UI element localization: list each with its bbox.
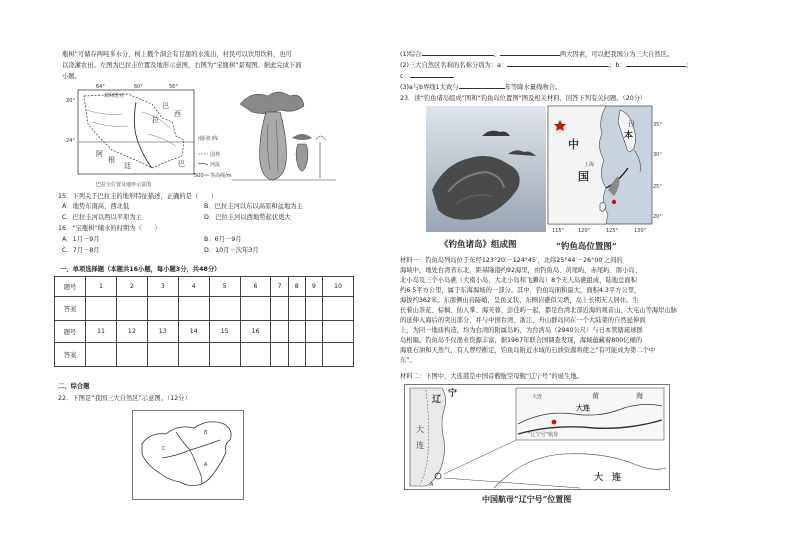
- dalian-left-lian: 连: [416, 441, 424, 450]
- photo-caption: 《钓鱼诸岛》组成图: [440, 240, 517, 250]
- material-1-line: 约6.5平方公里，属于东海海域的一部分。其中，钓鱼岛面积最大，面积4.3平方公里，: [400, 287, 641, 294]
- map-label-bolivia: 玻利维亚: [104, 93, 125, 99]
- china-label-a: A: [204, 462, 208, 468]
- diaoyu-location-map: [548, 106, 660, 234]
- table-cell: 9: [305, 277, 322, 297]
- locmap-lon-120: 120°: [578, 228, 591, 234]
- answer-cell: [271, 343, 288, 367]
- answer-cell[interactable]: [240, 343, 271, 367]
- table-cell: 11: [86, 321, 117, 343]
- location-map-caption: “钓鱼岛位置图”: [556, 242, 617, 252]
- material-1-line: 北小岛及三个小岛礁（大南小岛、大北小岛和飞濑岛）8个无人岛礁组成，陆地总面积: [400, 277, 637, 284]
- locmap-label-guo: 国: [578, 170, 589, 183]
- dalian-letter-a: A: [430, 482, 434, 488]
- table-cell: [288, 321, 305, 343]
- answer-cell[interactable]: [305, 297, 322, 321]
- table-cell: 4: [178, 277, 209, 297]
- diaoyu-islands-photo: [426, 106, 546, 232]
- answer-cell[interactable]: [271, 297, 288, 321]
- table-cell: 15: [209, 321, 240, 343]
- table-cell: 1: [86, 277, 117, 297]
- locmap-lon-125: 125°: [606, 228, 619, 234]
- answer-cell[interactable]: [86, 297, 117, 321]
- locmap-lat-35: 35°: [653, 122, 662, 128]
- map-lon-56: 56°: [169, 84, 178, 90]
- table-cell: 13: [147, 321, 178, 343]
- map-label-la: 拉: [152, 116, 159, 124]
- answer-cell[interactable]: [147, 297, 178, 321]
- table-cell: 16: [240, 321, 271, 343]
- table-cell: 7: [271, 277, 288, 297]
- intro-line-2: 以浇灌农田。左图为巴拉圭位置及地形示意图，右图为“宝瓶树”景观图。据此完成下面: [62, 62, 302, 69]
- answer-cell[interactable]: [116, 343, 147, 367]
- q22-1-line: (1)综合 、 两大因素，可以把我国分为三大自然区。: [400, 51, 674, 58]
- section-2-title: 二、综合题: [58, 383, 90, 390]
- map-label-xi: 西: [174, 110, 181, 118]
- china-regions-map: [132, 410, 244, 500]
- dalian-left-da: 大: [416, 425, 424, 434]
- legend-river: 河流: [210, 162, 221, 168]
- paraguay-map: [66, 82, 232, 190]
- answer-cell[interactable]: [116, 297, 147, 321]
- material-2: 材料二：下图中，大连港是中国首艘航空母舰“辽宁号”的诞生地。: [400, 373, 583, 380]
- locmap-lat-30: 30°: [653, 152, 662, 158]
- q22-3-line: (3)a与b界线1大致与 年等降水量线吻合。: [400, 84, 562, 91]
- answer-cell: [305, 343, 322, 367]
- q16-option-a[interactable]: A．1月－9月: [62, 236, 100, 243]
- table-cell: 5: [209, 277, 240, 297]
- locmap-label-zhong: 中: [568, 138, 579, 151]
- dalian-carrier-point: “辽宁号”航母: [528, 432, 559, 438]
- material-1-line: 长着山茶花、棕榈、仙人掌、海芙蓉、彭佳屿一起，都是台湾北部近海的观音山、大屯山等海岸山脉: [400, 307, 678, 314]
- answer-cell: [323, 343, 354, 367]
- dalian-main-label: 大 连: [594, 473, 622, 483]
- map-lon-64: 64°: [96, 84, 105, 90]
- intro-line-3: 小题。: [62, 73, 81, 80]
- dalian-right-hai: 海: [636, 392, 643, 400]
- locmap-lon-115: 115°: [552, 228, 565, 234]
- answer-cell[interactable]: [147, 343, 178, 367]
- table-cell: 14: [178, 321, 209, 343]
- material-1-line: 的延伸入海后的突出部分，并与中国台湾、浙江、舟山群岛同在一个大陆架的自然延伸面: [400, 317, 646, 324]
- table-row-header: 题号: [55, 277, 86, 297]
- answer-cell[interactable]: [209, 297, 240, 321]
- table-cell: [271, 321, 288, 343]
- q15-option-b[interactable]: B．巴拉圭河以东以高原和盆地为主: [204, 203, 303, 210]
- map-label-ting: 廷: [124, 162, 131, 170]
- map-lon-60: 60°: [134, 84, 143, 90]
- answer-cell[interactable]: [209, 343, 240, 367]
- table-row-answer-label: 答案: [55, 297, 86, 321]
- table-cell: [305, 321, 322, 343]
- locmap-label-ri: 日: [628, 120, 635, 128]
- locmap-label-shanghai: 上海: [584, 162, 595, 168]
- dalian-right-huang: 黄: [592, 392, 599, 400]
- q23-stem: 23．读“钓鱼诸岛组成”图和“钓鱼岛位置图”图及相关材料，回答下列有关问题。（20分）: [400, 95, 647, 102]
- table-row-header: 题号: [55, 321, 86, 343]
- locmap-label-ben: 本: [624, 131, 634, 141]
- intro-line-1: 瓶树”可储存两吨多水分，树上戳个洞会有甘甜的水流出，村民可以饮用饮料，也可: [62, 51, 292, 58]
- legend-border: 国界: [210, 152, 221, 158]
- material-1-line: 海拔约362米。东南侧山岩陡峭，呈鱼叉状，东侧岩礁似尖塔，岛上长期无人居住。生: [400, 297, 639, 304]
- map-label-ba2: 巴: [178, 160, 185, 168]
- dalian-left-ning: 宁: [448, 389, 458, 399]
- table-row-answer-label: 答案: [55, 343, 86, 367]
- legend-contour: 等高线/m: [210, 173, 232, 179]
- answer-cell[interactable]: [288, 297, 305, 321]
- map-label-a: 阿: [96, 150, 103, 158]
- map-label-gen: 根: [108, 156, 115, 164]
- locmap-lon-130: 130°: [634, 228, 647, 234]
- map-label-ba: 巴: [162, 102, 169, 110]
- map-lat-24: 24°: [66, 138, 75, 144]
- answer-cell[interactable]: [86, 343, 117, 367]
- answer-cell[interactable]: [178, 297, 209, 321]
- q16-stem: 16．“宝瓶树”储水的时期为（ ）: [58, 225, 161, 232]
- dalian-left-liao: 辽: [432, 395, 442, 405]
- china-label-c: C: [162, 446, 166, 452]
- q15-option-a[interactable]: A．地势东南高，西北低: [62, 203, 130, 210]
- answer-cell[interactable]: [323, 297, 354, 321]
- table-cell: 12: [116, 321, 147, 343]
- answer-table: [54, 276, 354, 367]
- material-1-line: 海域中，地处台湾省东北，距基隆港约92海里，由钓鱼岛、黄尾屿、赤尾屿、南小岛、: [400, 267, 641, 274]
- map-lat-20: 20°: [66, 98, 75, 104]
- q22-2b-line: c：: [400, 72, 454, 82]
- china-label-b: B: [204, 430, 208, 436]
- q15-option-d[interactable]: D．巴拉圭河以西地势起伏更大: [204, 214, 291, 221]
- q22-stem: 22．下图是“我国三大自然区”示意图。（12分）: [58, 395, 191, 402]
- answer-cell: [288, 343, 305, 367]
- table-cell: [323, 321, 354, 343]
- table-cell: 6: [240, 277, 271, 297]
- bottle-tree-illustration: [232, 84, 336, 188]
- q16-option-d[interactable]: D．10月－次年3月: [204, 247, 259, 254]
- table-cell: 8: [288, 277, 305, 297]
- map-caption: 巴拉圭位置及地形示意图: [96, 182, 152, 188]
- q22-2-line: (2)三大自然区名称的名称分别为：a： ；b： ；: [400, 62, 693, 69]
- legend-500: 500: [194, 173, 204, 179]
- carrier-map-caption: 中国航母“辽宁号”位置图: [482, 494, 572, 504]
- material-1-line: 材料一：钓鱼岛列岛位于东经123°20′－124°45′，北纬25°44′－26°00′之间的: [400, 257, 623, 264]
- material-1-line: 海底石油和天然气，有人曾经断定，钓鱼岛附近水域的石油资源将使之“有可能成为第二个中: [400, 347, 656, 354]
- q15-stem: 15．下列关于巴拉圭的地形特征描述，正确的是（ ）: [58, 193, 218, 200]
- table-cell: 2: [116, 277, 147, 297]
- locmap-lat-25: 25°: [653, 184, 662, 190]
- q16-option-b[interactable]: B．6月－9月: [204, 236, 242, 243]
- material-1-line: 上，为同一地质构造，均为台湾的附属岛屿，为台湾岛（2940公尺）与日本管辖琉球群: [400, 327, 643, 334]
- map-label-tropic: 南回归线: [198, 136, 219, 142]
- q15-option-c[interactable]: C．巴拉圭河以西以平原为主: [62, 214, 142, 221]
- material-1-line: 岛相隔。钓鱼岛不仅渔业资源丰富，据1967年联合国调查发现，海域蕴藏着800亿桶的: [400, 337, 643, 344]
- dalian-right-dalian: 大连: [532, 394, 543, 400]
- table-cell: 10: [323, 277, 354, 297]
- table-cell: 3: [147, 277, 178, 297]
- section-1-title: 一、单项选择题（本题共16小题，每小题3分，共48分）: [60, 266, 221, 273]
- liaoning-carrier-map: [404, 384, 670, 490]
- dalian-right-dalian-2: 大连: [576, 404, 590, 412]
- q16-option-c[interactable]: C．7月－8月: [62, 247, 100, 254]
- material-1-line: 东”。: [400, 357, 416, 364]
- answer-cell[interactable]: [240, 297, 271, 321]
- answer-cell[interactable]: [178, 343, 209, 367]
- locmap-lat-20: 20°: [653, 214, 662, 220]
